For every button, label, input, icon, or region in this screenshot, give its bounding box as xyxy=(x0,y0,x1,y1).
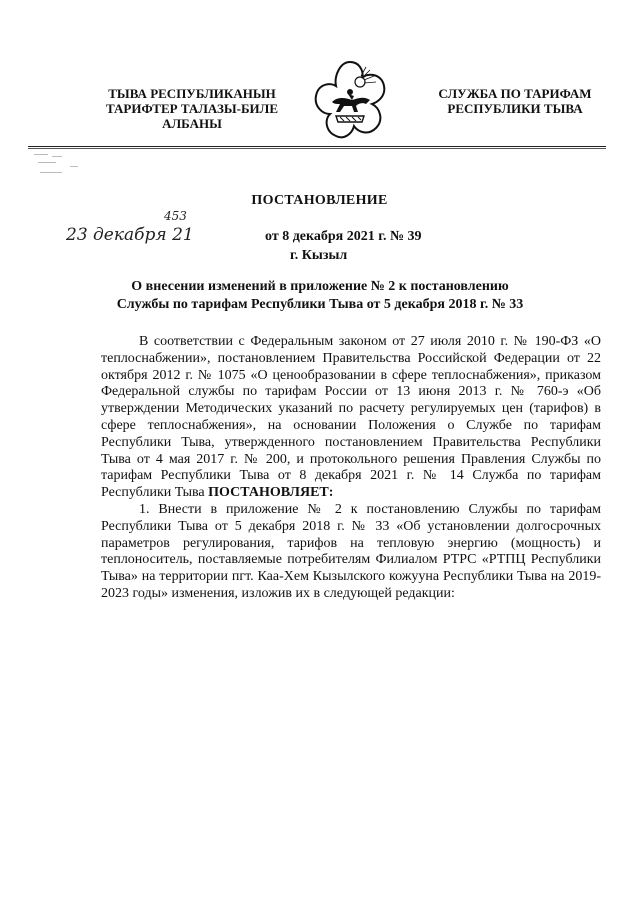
header-divider xyxy=(28,146,606,147)
header-right-line-1: СЛУЖБА ПО ТАРИФАМ xyxy=(438,86,592,101)
scan-artifact xyxy=(30,150,150,180)
body-paragraph-1-text: В соответствии с Федеральным законом от 27 июля 2010 г. № 190-ФЗ «О теплоснабжении», постановлением Правительства Российской Федерации от 22 октября 2012 г. № 1075 «О ценообразовании в сфере теплоснабжения», приказом Федеральной службы по тарифам России от 13 июня 2013 г. № 760-э «Об утверждении Методических указаний по расчету регулируемых цен (тарифов) в сфере теплоснабжения», на основании Положения о Службе по тарифам Республики Тыва, утвержденного постановлением Правительства Республики Тыва от 4 мая 2017 г. № 200, и протокольного решения Правления Службы по тарифам Республики Тыва от 8 декабря 2021 г. № 14 Служба по тарифам Республики Тыва xyxy=(101,334,601,501)
header-divider-thin xyxy=(28,148,606,149)
subject-line-2: Службы по тарифам Республики Тыва от 5 декабря 2018 г. № 33 xyxy=(116,297,524,312)
body-paragraph-1 xyxy=(101,334,601,502)
header-right-org xyxy=(420,86,610,116)
document-subject xyxy=(40,278,600,314)
header-left-line-2: ТАРИФТЕР ТАЛАЗЫ-БИЛЕ xyxy=(105,101,279,116)
header-left-org xyxy=(82,86,302,131)
body-paragraph-2: 1. Внести в приложение № 2 к постановлению Службы по тарифам Республики Тыва от 5 декабря 2018 г. № 33 «Об установлении долгосрочных параметров регулирования, тарифов на тепловую энергию (мощность) и теплоноситель, поставляемые потребителям Филиалом РТРС «РТПЦ Республики Тыва» на территории пгт. Каа-Хем Кызылского кожууна Республики Тыва на 2019-2023 годы» изменения, изложив их в следующей редакции: xyxy=(101,501,601,601)
handwritten-date: 23 декабря 21 xyxy=(66,225,194,245)
coat-of-arms-emblem xyxy=(306,56,394,144)
handwritten-number: 453 xyxy=(164,209,187,223)
subject-line-1: О внесении изменений в приложение № 2 к постановлению xyxy=(131,279,509,294)
document-date-number: от 8 декабря 2021 г. № 39 xyxy=(265,229,422,244)
resolves-keyword: ПОСТАНОВЛЯЕТ: xyxy=(208,485,334,501)
header-left-line-1: ТЫВА РЕСПУБЛИКАНЫН xyxy=(108,86,276,101)
document-type-title: ПОСТАНОВЛЕНИЕ xyxy=(251,193,388,208)
document-body xyxy=(101,334,601,603)
document-city: г. Кызыл xyxy=(290,248,348,263)
handwritten-registration-note xyxy=(64,208,254,248)
header-right-line-2: РЕСПУБЛИКИ ТЫВА xyxy=(447,101,583,116)
header-left-line-3: АЛБАНЫ xyxy=(162,116,222,131)
